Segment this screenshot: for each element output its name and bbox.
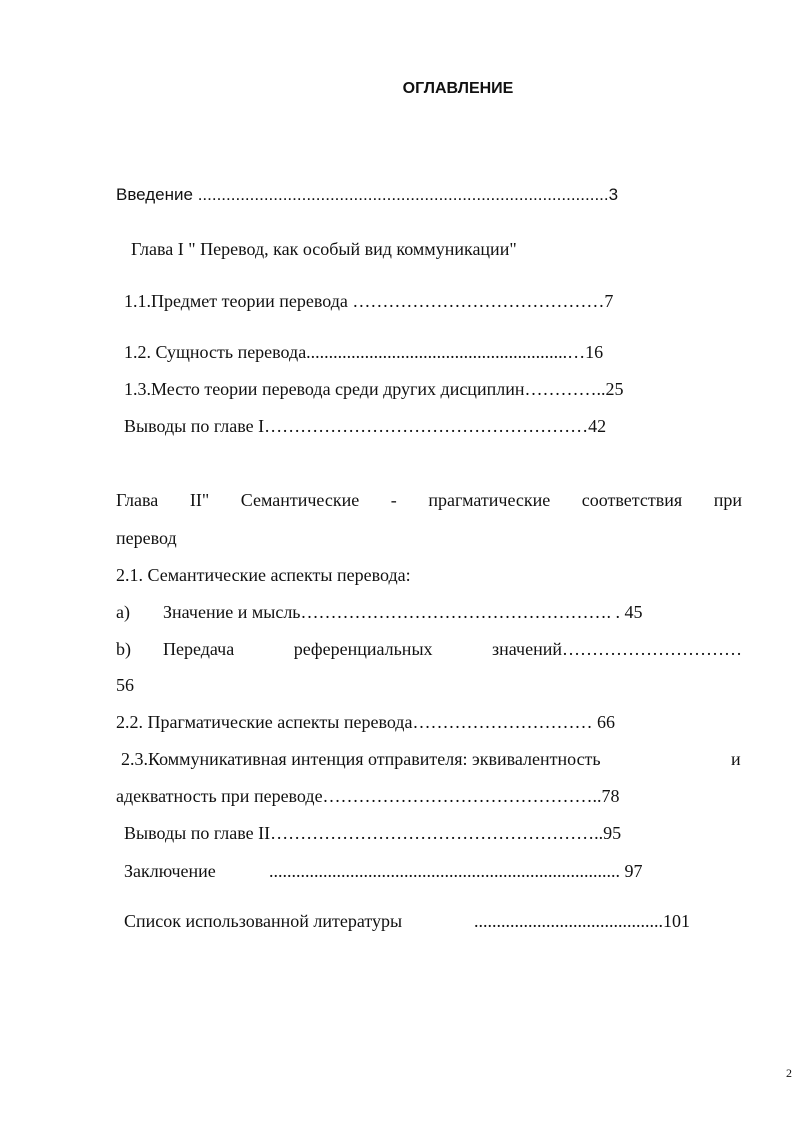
toc-chapter-2-conclusions: Выводы по главе II………………………………………………..95 bbox=[124, 823, 622, 843]
toc-conclusion-label: Заключение bbox=[124, 861, 216, 881]
toc-chapter-1-title: Глава I " Перевод, как особый вид коммуникации" bbox=[131, 239, 517, 259]
toc-item-b-marker: b) bbox=[116, 639, 131, 659]
word: прагматические bbox=[428, 490, 551, 510]
toc-intro: Введение .......................................................................................3 bbox=[116, 185, 619, 204]
toc-conclusion-page: .............................................................................. 97 bbox=[269, 861, 643, 881]
toc-item-a-marker: a) bbox=[116, 602, 130, 622]
toc-title: ОГЛАВЛЕНИЕ bbox=[402, 80, 514, 97]
word: Семантические bbox=[240, 490, 360, 510]
word: Глава bbox=[116, 490, 159, 510]
word: при bbox=[713, 490, 742, 510]
toc-item-b-page: 56 bbox=[116, 675, 134, 695]
toc-bibliography-page: ..........................................101 bbox=[474, 911, 690, 931]
toc-section-2-1: 2.1. Семантические аспекты перевода: bbox=[116, 565, 411, 585]
toc-chapter-2-title-line-2: перевод bbox=[116, 528, 177, 548]
toc-section-2-2: 2.2. Прагматические аспекты перевода………………………… 66 bbox=[116, 712, 615, 732]
toc-chapter-2-title-line-1 bbox=[116, 489, 742, 511]
word: значений………………………… bbox=[492, 639, 742, 659]
toc-item-a: Значение и мысль……………………………………………. . 45 bbox=[163, 602, 643, 622]
toc-section-1-1: 1.1.Предмет теории перевода ……………………………………7 bbox=[124, 291, 614, 311]
word: II" bbox=[189, 490, 210, 510]
toc-section-2-3-line-1: 2.3.Коммуникативная интенция отправителя: эквивалентность bbox=[121, 749, 601, 769]
toc-section-2-3-line-2: адекватность при переводе………………………………………..78 bbox=[116, 786, 620, 806]
word: Передача bbox=[163, 639, 235, 659]
toc-bibliography-label: Список использованной литературы bbox=[124, 911, 403, 931]
page-number: 2 bbox=[786, 1066, 792, 1080]
word: референциальных bbox=[293, 639, 433, 659]
toc-section-1-3: 1.3.Место теории перевода среди других дисциплин…………..25 bbox=[124, 379, 624, 399]
toc-section-2-3-line-1-end: и bbox=[731, 749, 741, 769]
toc-chapter-1-conclusions: Выводы по главе I………………………………………………42 bbox=[124, 416, 607, 436]
toc-item-b bbox=[163, 638, 742, 660]
word: - bbox=[390, 490, 397, 510]
word: соответствия bbox=[581, 490, 683, 510]
toc-section-1-2: 1.2. Сущность перевода..........................................................…16 bbox=[124, 342, 604, 362]
